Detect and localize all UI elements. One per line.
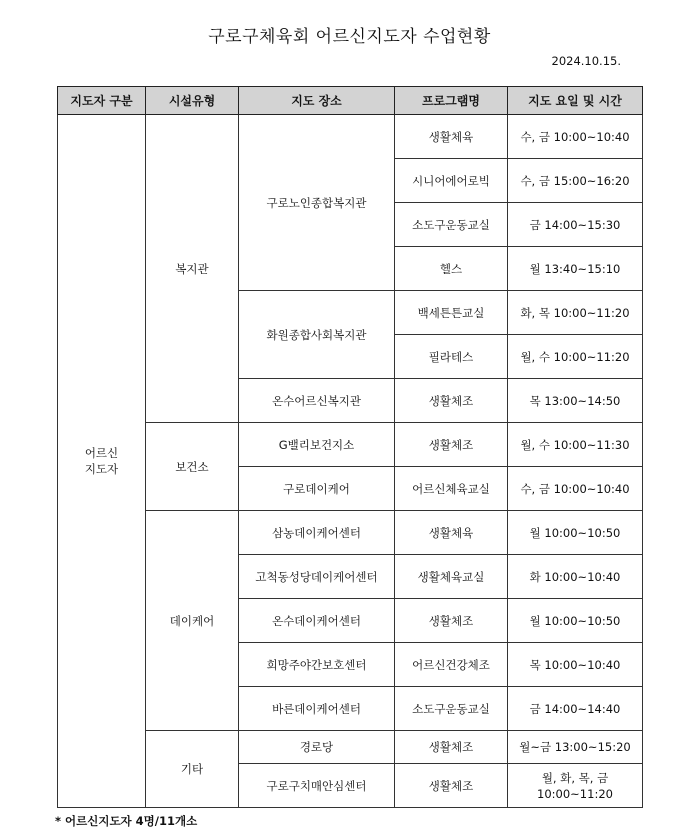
program-cell: 생활체육: [395, 115, 508, 159]
program-cell: 어르신체육교실: [395, 467, 508, 511]
header-place: 지도 장소: [239, 87, 395, 115]
program-cell: 어르신건강체조: [395, 643, 508, 687]
schedule-cell: 수, 금 15:00~16:20: [508, 159, 643, 203]
facility-type-cell: 기타: [146, 731, 239, 808]
program-cell: 필라테스: [395, 335, 508, 379]
place-cell: 구로노인종합복지관: [239, 115, 395, 291]
schedule-cell: 월, 수 10:00~11:30: [508, 423, 643, 467]
schedule-cell: 목 10:00~10:40: [508, 643, 643, 687]
leader-type-cell: [58, 115, 146, 808]
facility-type-cell: 데이케어: [146, 511, 239, 731]
footnote: * 어르신지도자 4명/11개소: [55, 814, 198, 828]
program-cell: 소도구운동교실: [395, 203, 508, 247]
place-cell: 화원종합사회복지관: [239, 291, 395, 379]
schedule-cell: 화 10:00~10:40: [508, 555, 643, 599]
document-date: 2024.10.15.: [551, 54, 621, 68]
table-row: [58, 511, 643, 555]
program-cell: 생활체조: [395, 379, 508, 423]
program-cell: 생활체조: [395, 731, 508, 764]
program-cell: 시니어에어로빅: [395, 159, 508, 203]
program-cell: 생활체육교실: [395, 555, 508, 599]
schedule-cell: 목 13:00~14:50: [508, 379, 643, 423]
document-title: 구로구체육회 어르신지도자 수업현황: [208, 27, 491, 47]
schedule-cell: 금 14:00~14:40: [508, 687, 643, 731]
header-program: 프로그램명: [395, 87, 508, 115]
header-leader-type: 지도자 구분: [58, 87, 146, 115]
place-cell: 구로구치매안심센터: [239, 764, 395, 808]
program-cell: 소도구운동교실: [395, 687, 508, 731]
schedule-cell: 수, 금 10:00~10:40: [508, 467, 643, 511]
leader-type-line: 지도자: [84, 462, 119, 476]
place-cell: 고척동성당데이케어센터: [239, 555, 395, 599]
schedule-cell: 화, 목 10:00~11:20: [508, 291, 643, 335]
place-cell: 희망주야간보호센터: [239, 643, 395, 687]
schedule-cell: [508, 764, 643, 808]
facility-type-cell: 복지관: [146, 115, 239, 423]
facility-type-cell: 보건소: [146, 423, 239, 511]
program-cell: 생활체조: [395, 764, 508, 808]
place-cell: 구로데이케어: [239, 467, 395, 511]
table-row: [58, 423, 643, 467]
schedule-line: 월, 화, 목, 금: [541, 770, 609, 785]
leader-type-line: 어르신: [84, 446, 119, 460]
class-status-table: [57, 86, 643, 808]
program-cell: 생활체조: [395, 423, 508, 467]
table-row: [58, 115, 643, 159]
table-row: [58, 731, 643, 764]
header-schedule: 지도 요일 및 시간: [508, 87, 643, 115]
header-facility-type: 시설유형: [146, 87, 239, 115]
schedule-cell: 월 10:00~10:50: [508, 599, 643, 643]
program-cell: 헬스: [395, 247, 508, 291]
place-cell: 바른데이케어센터: [239, 687, 395, 731]
schedule-cell: 월 13:40~15:10: [508, 247, 643, 291]
place-cell: 삼농데이케어센터: [239, 511, 395, 555]
table-header-row: [58, 87, 643, 115]
place-cell: G밸리보건지소: [239, 423, 395, 467]
place-cell: 온수어르신복지관: [239, 379, 395, 423]
program-cell: 생활체육: [395, 511, 508, 555]
place-cell: 온수데이케어센터: [239, 599, 395, 643]
schedule-cell: 수, 금 10:00~10:40: [508, 115, 643, 159]
program-cell: 생활체조: [395, 599, 508, 643]
schedule-cell: 월 10:00~10:50: [508, 511, 643, 555]
schedule-cell: 월~금 13:00~15:20: [508, 731, 643, 764]
schedule-cell: 월, 수 10:00~11:20: [508, 335, 643, 379]
schedule-line: 10:00~11:20: [537, 786, 613, 801]
place-cell: 경로당: [239, 731, 395, 764]
program-cell: 백세튼튼교실: [395, 291, 508, 335]
schedule-cell: 금 14:00~15:30: [508, 203, 643, 247]
